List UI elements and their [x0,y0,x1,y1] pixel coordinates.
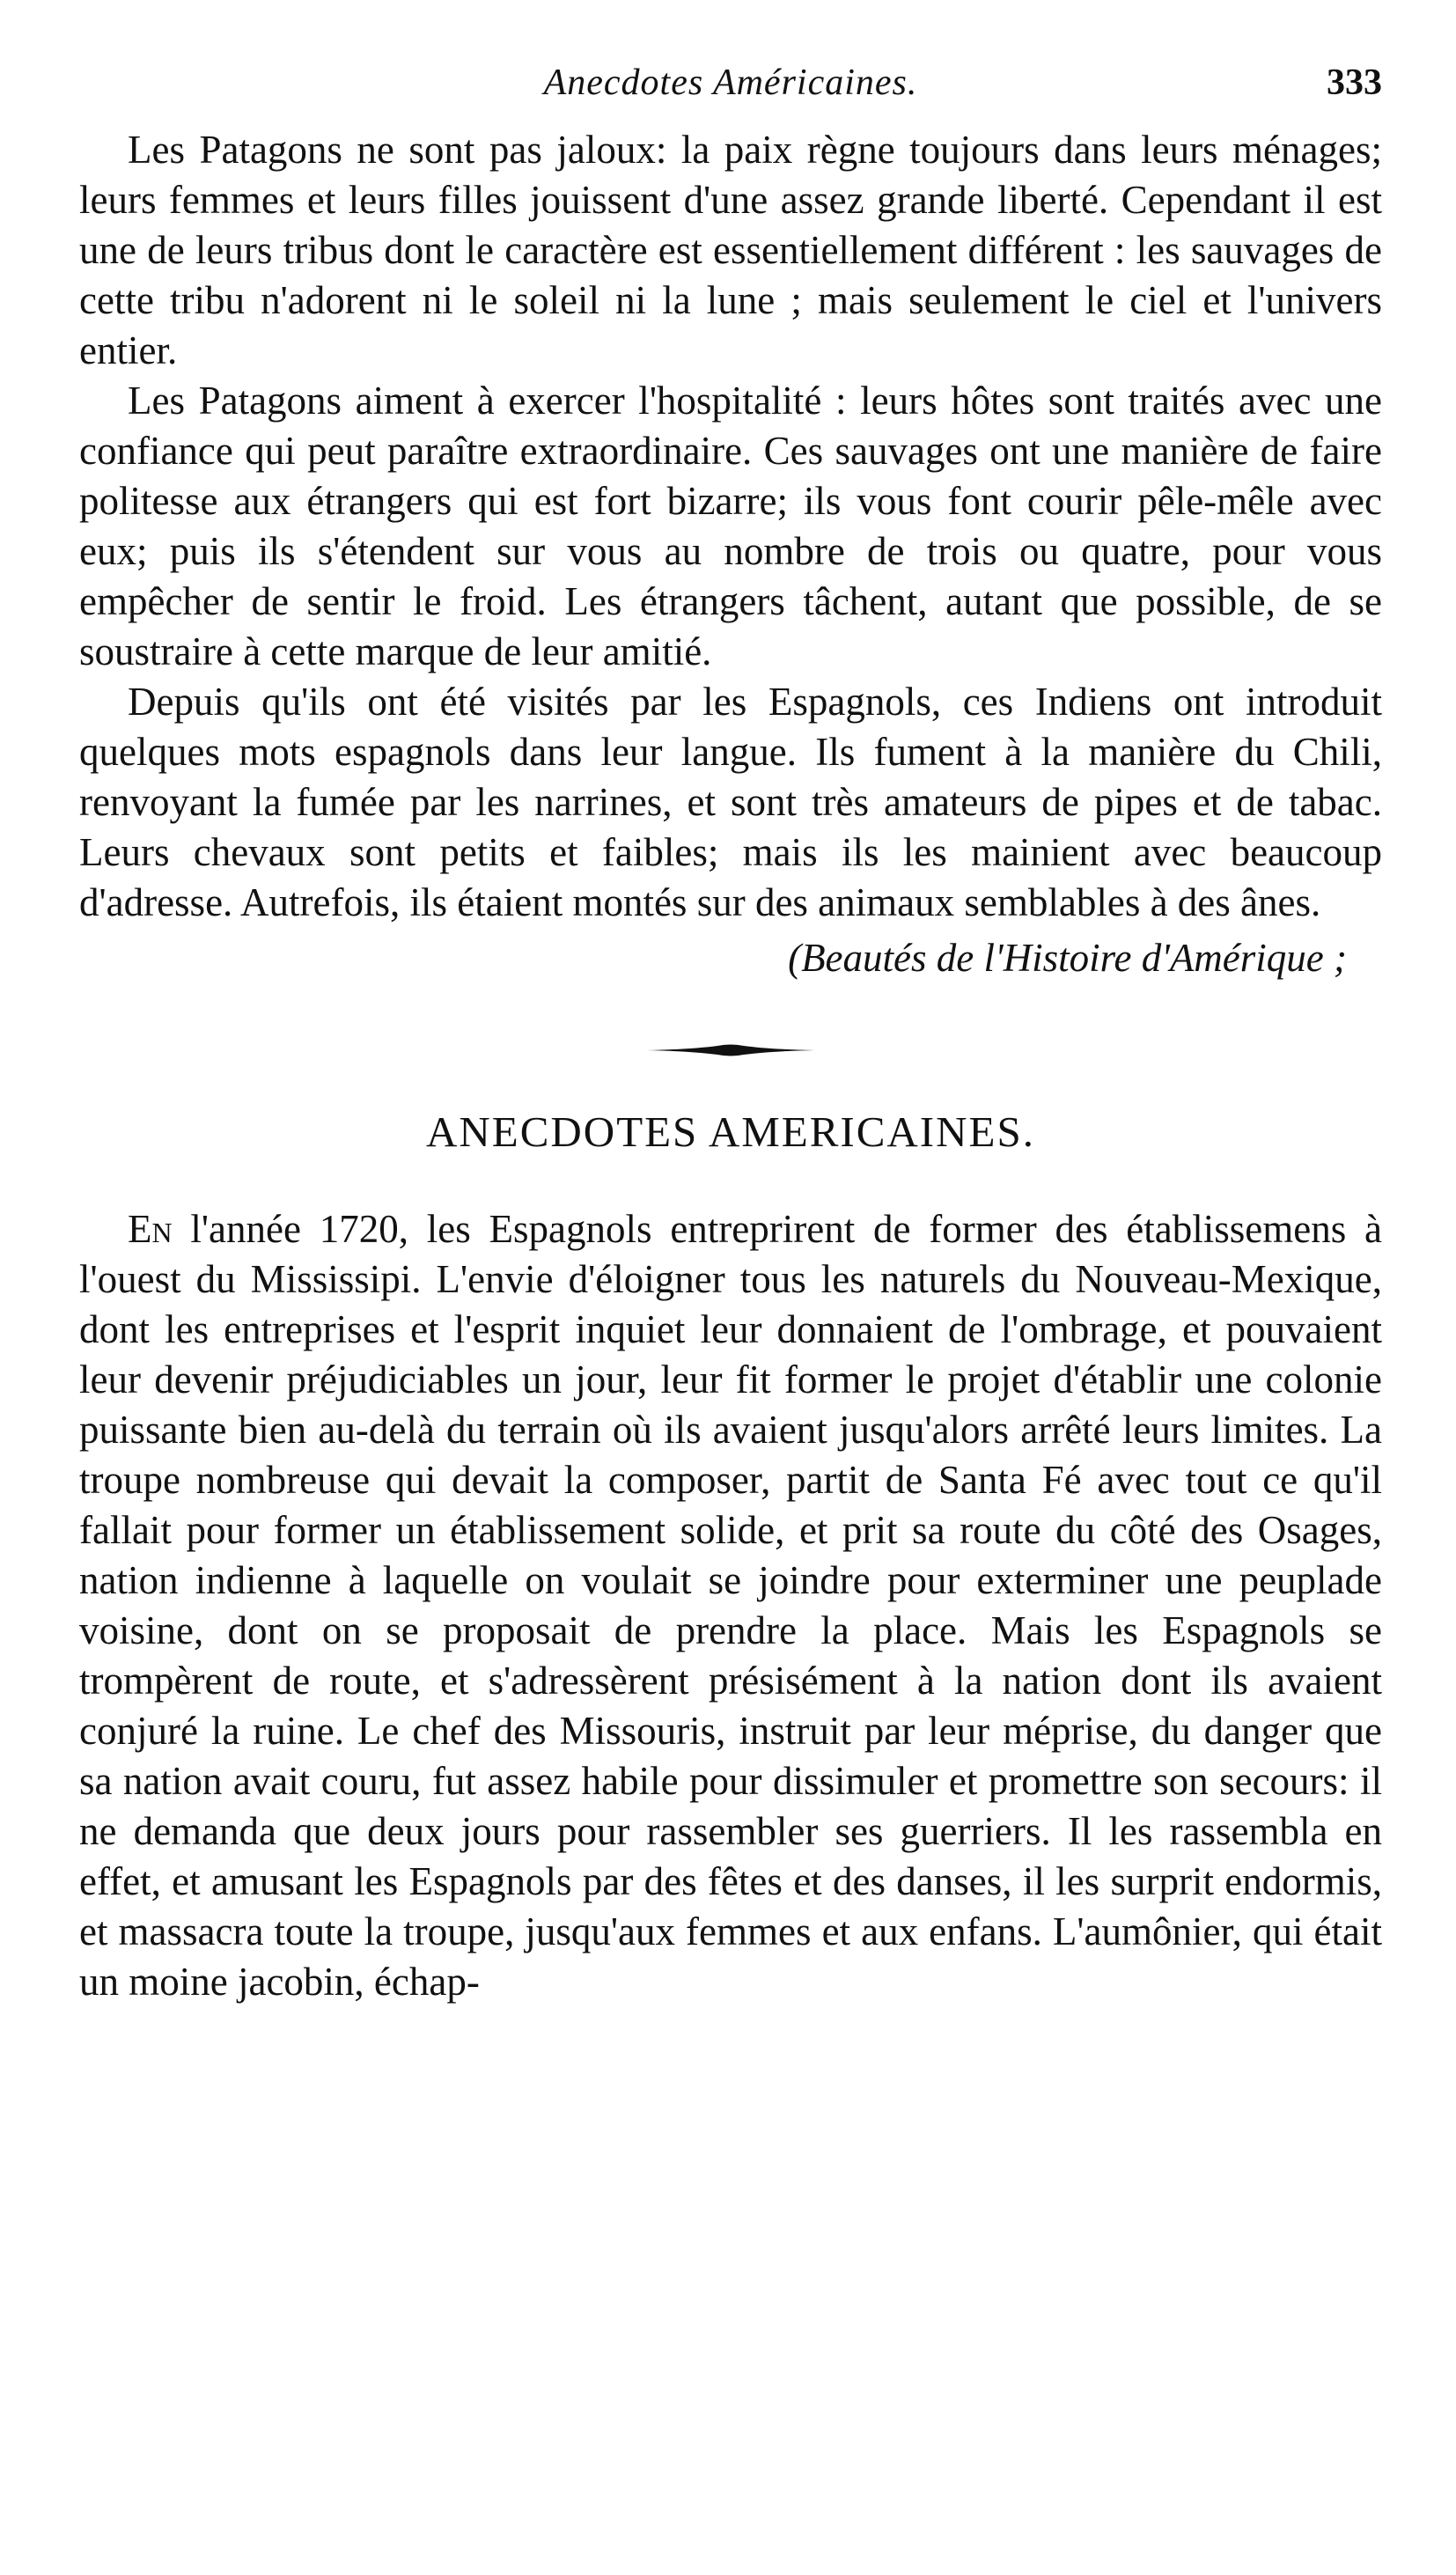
first-article [79,125,1382,983]
paragraph: Les Patagons aiment à exercer l'hospitalité : leurs hôtes sont traités avec une confiance qui peut paraître extraordinaire. Ces sauvages ont une manière de faire politesse aux étrangers qui est fort bizarre; ils vous font courir pêle-mêle avec eux; puis ils s'étendent sur vous au nombre de trois ou quatre, pour vous empêcher de sentir le froid. Les étrangers tâchent, autant que possible, de se soustraire à cette marque de leur amitié. [79,379,1382,673]
paragraph: Les Patagons ne sont pas jaloux: la paix règne toujours dans leurs ménages; leurs femmes et leurs filles jouissent d'une assez grande liberté. Cependant il est une de leurs tribus dont le caractère est essentiellement différent : les sauvages de cette tribu n'adorent ni le soleil ni la lune ; mais seulement le ciel et l'univers entier. [79,128,1382,372]
ornament-divider [647,1040,814,1061]
paragraph [79,1204,1382,2007]
section-heading: ANECDOTES AMERICAINES. [426,1107,1035,1156]
second-article [79,1107,1382,2007]
paragraph-text: l'année 1720, les Espagnols entreprirent de former des établissemens à l'ouest du Mississipi. L'envie d'éloigner tous les naturels du Nouveau-Mexique, dont les entreprises et l'esprit inquiet leur donnaient de l'ombrage, et pouvaient leur devenir préjudiciables un jour, leur fit former le projet d'établir une colonie puissante bien au-delà du terrain où ils avaient jusqu'alors arrêté leurs limites. La troupe nombreuse qui devait la composer, partit de Santa Fé avec tout ce qu'il fallait pour former un établissement solide, et prit sa route du côté des Osages, nation indienne à laquelle on voulait se joindre pour exterminer une peuplade voisine, dont on se proposait de prendre la place. Mais les Espagnols se trompèrent de route, et s'adressèrent présisément à la nation dont ils avaient conjuré la ruine. Le chef des Missouris, instruit par leur méprise, du danger que sa nation avait couru, fut assez habile pour dissimuler et promettre son secours: il ne demanda que deux jours pour rassembler ses guerriers. Il les rassembla en effet, et amusant les Espagnols par des fêtes et des danses, il les surprit endormis, et massacra toute la troupe, jusqu'aux femmes et aux enfans. L'aumônier, qui était un moine jacobin, échap- [79,1207,1382,2004]
running-head [79,62,1382,125]
paragraph: Depuis qu'ils ont été visités par les Espagnols, ces Indiens ont introduit quelques mots espagnols dans leur langue. Ils fument à la manière du Chili, renvoyant la fumée par les narrines, et sont très amateurs de pipes et de tabac. Leurs chevaux sont petits et faibles; mais ils les mainient avec beaucoup d'adresse. Autrefois, ils étaient montés sur des animaux semblables à des ânes. [79,680,1382,924]
lead-word: En [128,1207,173,1251]
book-page [79,62,1382,2007]
source-attribution: (Beautés de l'Histoire d'Amérique ; [788,936,1347,980]
page-number: 333 [1327,63,1382,103]
running-title: Anecdotes Américaines. [543,63,918,103]
